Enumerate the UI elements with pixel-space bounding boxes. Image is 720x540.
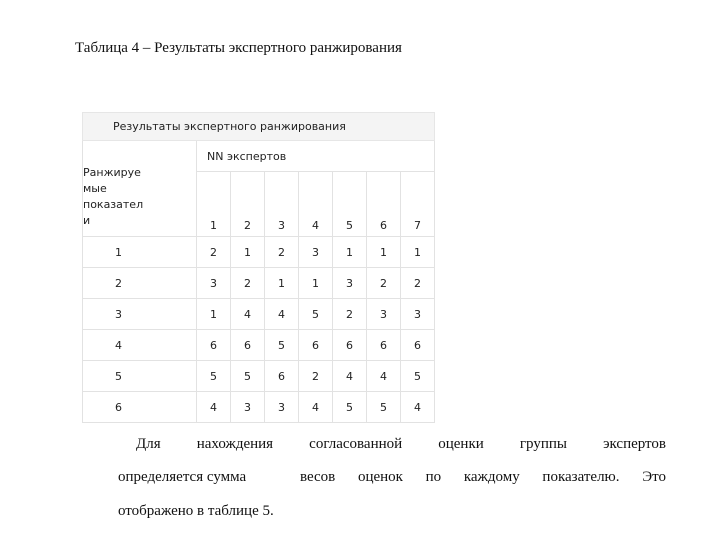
table-cell: 3 — [401, 299, 435, 330]
table-row — [83, 299, 435, 330]
table-cell: 1 — [299, 268, 333, 299]
table-row — [83, 392, 435, 423]
table-cell: 1 — [367, 237, 401, 268]
table-cell: 5 — [197, 361, 231, 392]
paragraph-word: оценок — [357, 469, 403, 485]
table-cell: 4 — [299, 392, 333, 423]
paragraph-word: показателю. — [542, 469, 620, 485]
table-cell: 3 — [367, 299, 401, 330]
table-cell: 5 — [265, 330, 299, 361]
row-label: 6 — [83, 392, 197, 423]
paragraph-word: оценки — [438, 436, 484, 452]
paragraph-line-2 — [118, 469, 666, 486]
table-caption: Таблица 4 – Результаты экспертного ранжирования — [75, 40, 402, 56]
paragraph-word: нахождения — [196, 436, 274, 452]
table-row — [83, 330, 435, 361]
table-cell: 4 — [367, 361, 401, 392]
table-cell: 3 — [231, 392, 265, 423]
ranking-table — [82, 112, 434, 423]
table-cell: 2 — [197, 237, 231, 268]
table-cell: 5 — [299, 299, 333, 330]
row-label: 4 — [83, 330, 197, 361]
table-cell: 3 — [197, 268, 231, 299]
table-cell: 4 — [333, 361, 367, 392]
paragraph-line-3: отображено в таблице 5. — [118, 503, 274, 519]
table-cell: 1 — [333, 237, 367, 268]
table-cell: 6 — [197, 330, 231, 361]
table-cell: 2 — [231, 268, 265, 299]
paragraph-word: Это — [642, 469, 666, 485]
expert-number: 2 — [231, 172, 265, 237]
table-cell: 5 — [231, 361, 265, 392]
table-cell: 6 — [401, 330, 435, 361]
table-cell: 3 — [265, 392, 299, 423]
table-cell: 2 — [333, 299, 367, 330]
paragraph-word: каждому — [463, 469, 520, 485]
table-cell: 1 — [265, 268, 299, 299]
table-cell: 2 — [401, 268, 435, 299]
table-cell: 3 — [333, 268, 367, 299]
row-label: 3 — [83, 299, 197, 330]
table-cell: 4 — [401, 392, 435, 423]
paragraph-line-2-right — [300, 469, 666, 486]
experts-header: NN экспертов — [197, 141, 435, 172]
table-cell: 6 — [333, 330, 367, 361]
expert-number: 6 — [367, 172, 401, 237]
table-cell: 6 — [299, 330, 333, 361]
row-label: 2 — [83, 268, 197, 299]
table-row — [83, 237, 435, 268]
paragraph-word: по — [425, 469, 442, 485]
table-cell: 1 — [231, 237, 265, 268]
row-label: 1 — [83, 237, 197, 268]
paragraph-word: весов — [300, 469, 336, 485]
table-cell: 4 — [197, 392, 231, 423]
paragraph-word: экспертов — [603, 436, 666, 452]
table-cell: 4 — [265, 299, 299, 330]
paragraph-word: Для — [136, 436, 161, 452]
table-cell: 6 — [367, 330, 401, 361]
table-cell: 6 — [265, 361, 299, 392]
table-title: Результаты экспертного ранжирования — [83, 113, 435, 141]
table-cell: 5 — [367, 392, 401, 423]
row-label: 5 — [83, 361, 197, 392]
table-row — [83, 268, 435, 299]
table-cell: 5 — [401, 361, 435, 392]
ranked-indicators-header — [83, 141, 197, 237]
paragraph-line-1 — [118, 436, 666, 453]
table-cell: 4 — [231, 299, 265, 330]
expert-number: 7 — [401, 172, 435, 237]
table-cell: 2 — [367, 268, 401, 299]
expert-number: 1 — [197, 172, 231, 237]
table-row — [83, 361, 435, 392]
table-cell: 3 — [299, 237, 333, 268]
paragraph-word: согласованной — [309, 436, 403, 452]
paragraph-word: группы — [519, 436, 567, 452]
table-cell: 1 — [401, 237, 435, 268]
table-cell: 2 — [299, 361, 333, 392]
paragraph-text: определяется сумма — [118, 469, 247, 485]
expert-number: 3 — [265, 172, 299, 237]
table-cell: 2 — [265, 237, 299, 268]
table-cell: 1 — [197, 299, 231, 330]
table-cell: 5 — [333, 392, 367, 423]
expert-number: 5 — [333, 172, 367, 237]
expert-number: 4 — [299, 172, 333, 237]
ranked-indicators-label: Ранжируе мые показател и — [83, 166, 144, 227]
table-cell: 6 — [231, 330, 265, 361]
